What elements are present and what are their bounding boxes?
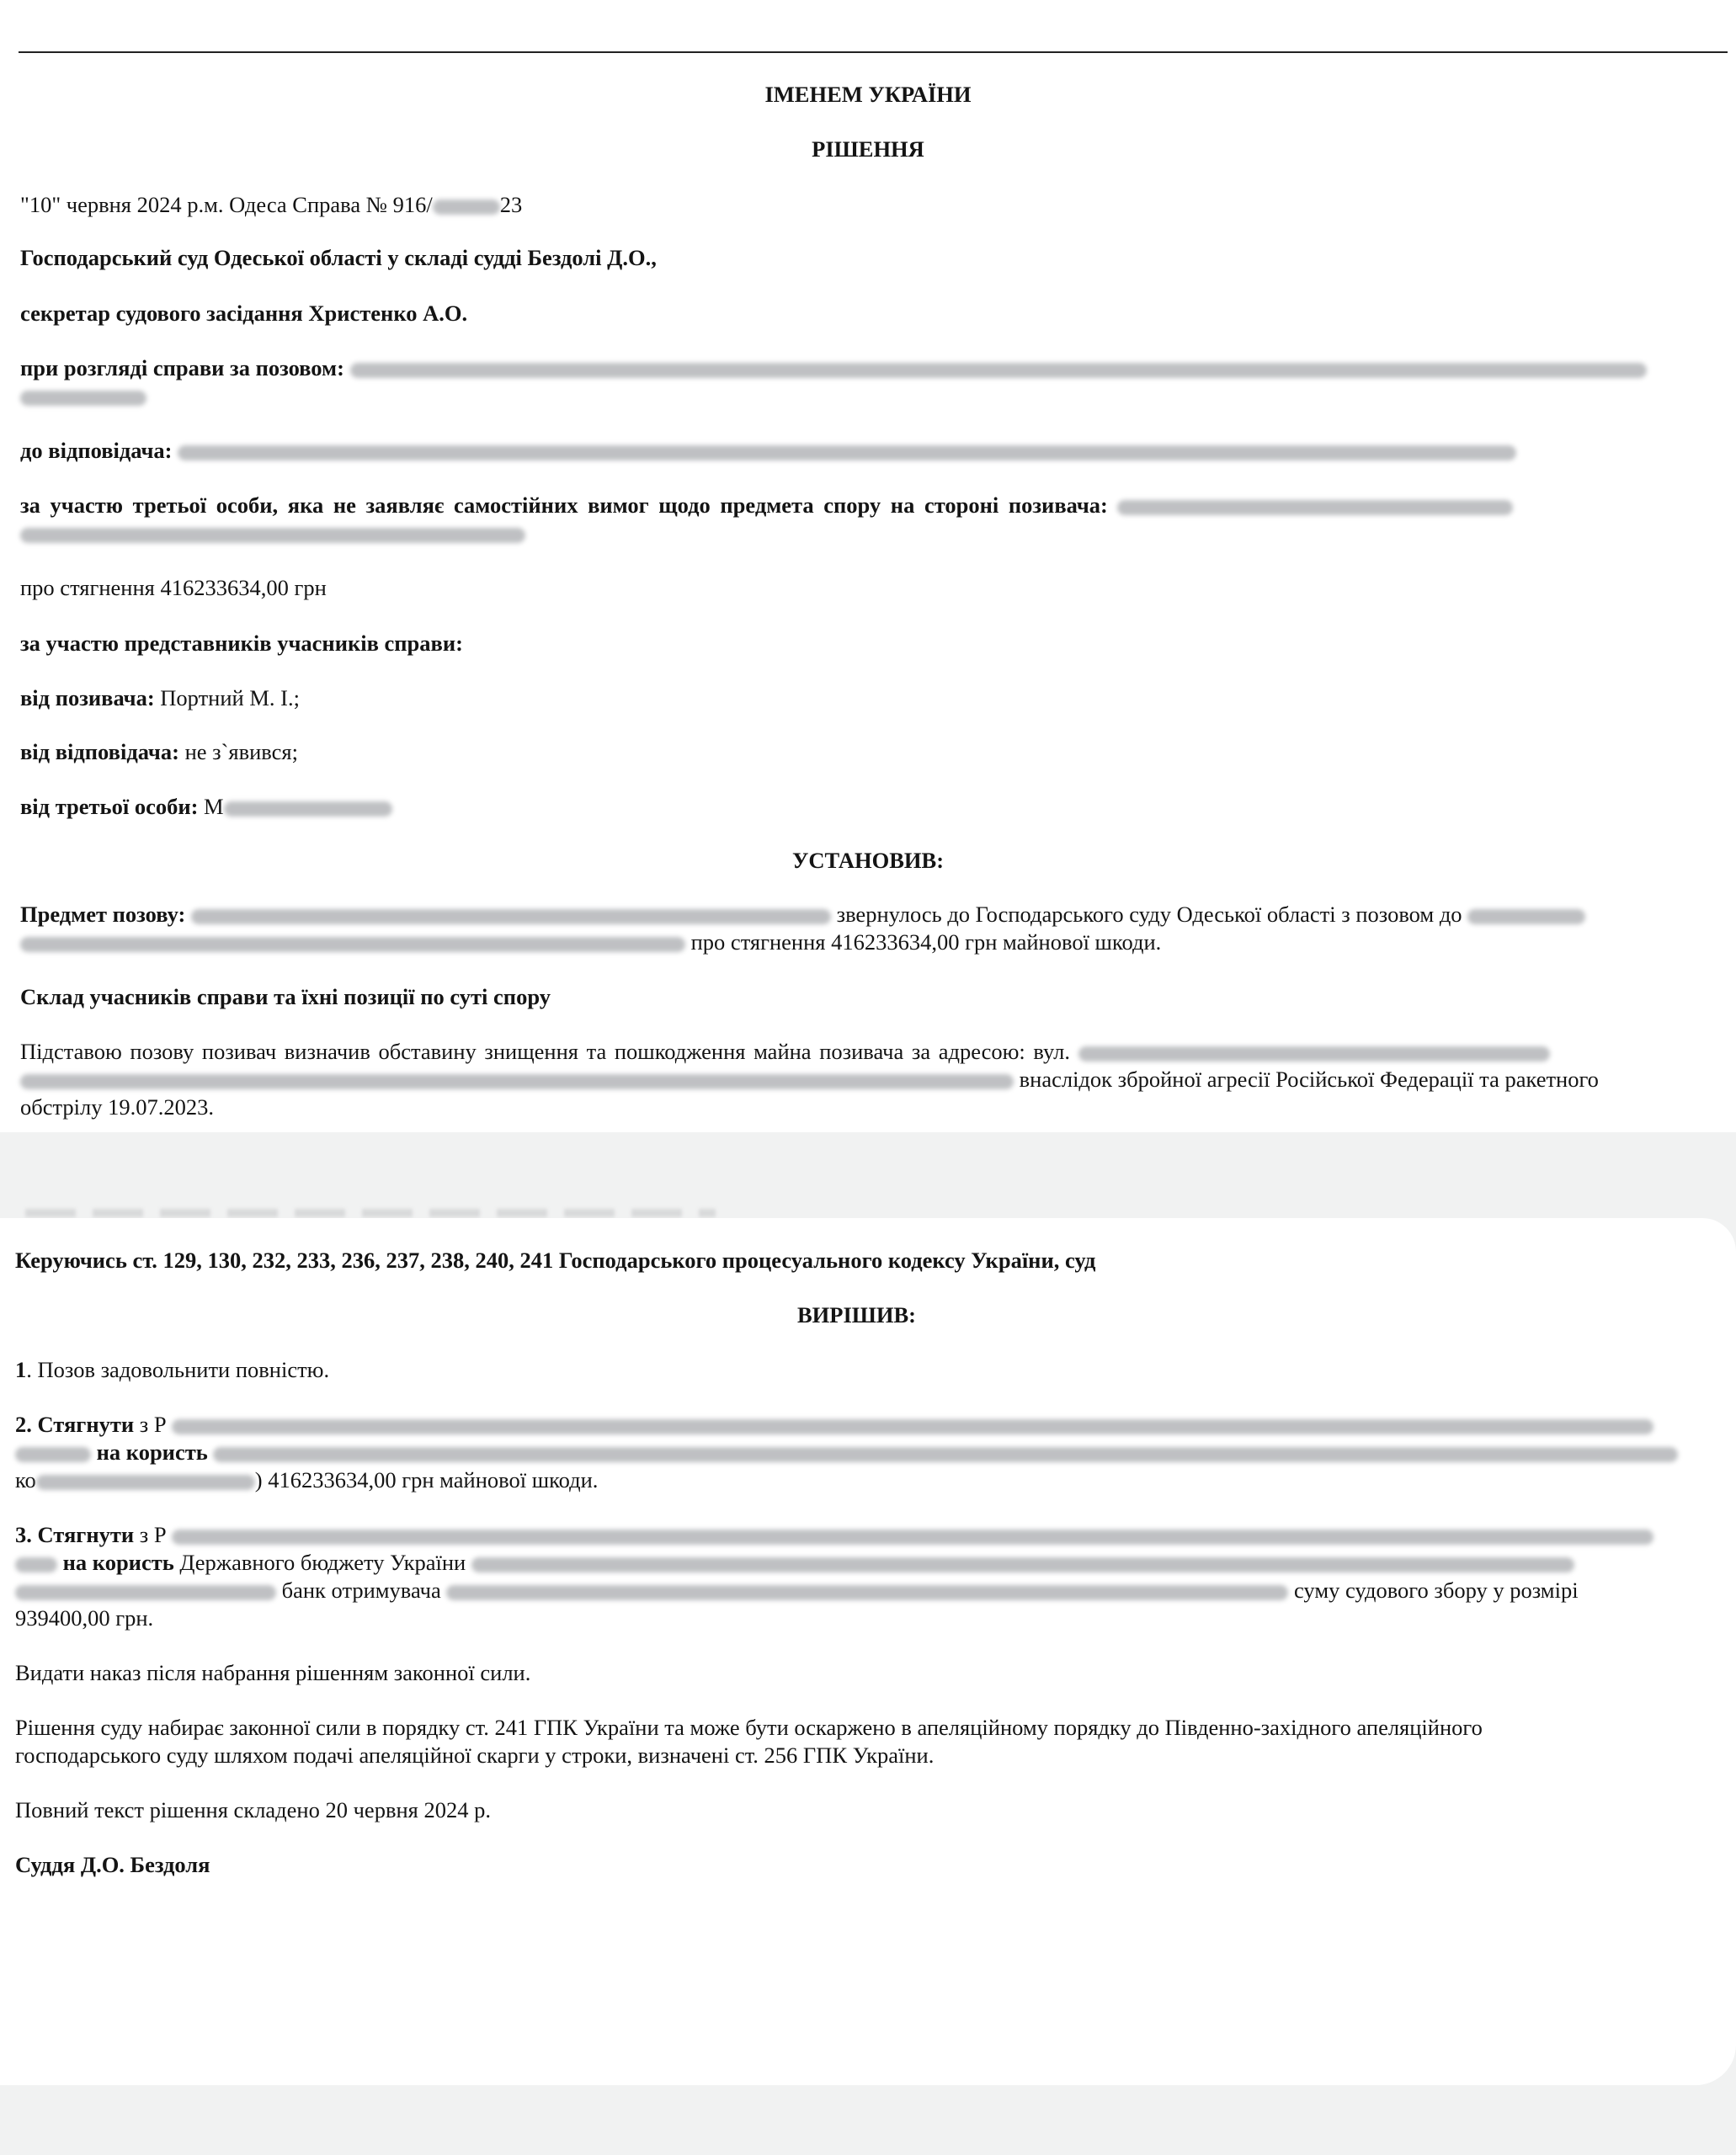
- redacted-block: [191, 909, 831, 924]
- claim-subject-line-2: [20, 929, 1161, 956]
- redacted-block: [172, 1530, 1653, 1545]
- basis-text-2: внаслідок збройної агресії Російської Федерації та ракетного: [1019, 1067, 1599, 1092]
- defendant-rep-line: [20, 738, 298, 766]
- third-party-line-cont: [20, 519, 525, 547]
- claim-subject-text-2: про стягнення 416233634,00 грн майнової шкоди.: [685, 929, 1162, 955]
- order-line: Видати наказ після набрання рішенням законної сили.: [15, 1660, 531, 1685]
- respondent-label: до відповідача:: [20, 438, 173, 463]
- item-2-code-prefix: ко: [15, 1467, 36, 1493]
- redacted-block: [213, 1447, 1678, 1462]
- plaintiff-rep-label: від позивача:: [20, 685, 155, 710]
- decision-heading: ВИРІШИВ:: [796, 1302, 916, 1328]
- parties-heading: Склад учасників справи та їхні позиції по суті спору: [20, 984, 551, 1009]
- redacted-block: [350, 363, 1647, 378]
- defendant-rep-label: від відповідача:: [20, 739, 179, 764]
- redacted-block: [1078, 1046, 1550, 1062]
- secretary-line: секретар судового засідання Христенко А.О.: [20, 301, 468, 326]
- date-case-line: [20, 191, 522, 219]
- established-heading: УСТАНОВИВ:: [791, 848, 945, 873]
- third-rep-value: М: [198, 794, 224, 819]
- basis-line-2: [20, 1066, 1599, 1093]
- basis-line-3: обстрілу 19.07.2023.: [20, 1094, 214, 1120]
- item-1-text: . Позов задовольнити повністю.: [26, 1357, 330, 1382]
- claim-subject-label: Предмет позову:: [20, 902, 186, 927]
- third-rep-label: від третьої особи:: [20, 794, 199, 819]
- redacted-block: [224, 801, 392, 817]
- redacted-block: [1467, 909, 1585, 924]
- claim-subject-line: [20, 901, 1585, 929]
- header-rule: [19, 51, 1728, 53]
- court-line: Господарський суд Одеської області у складі судді Бездолі Д.О.,: [20, 245, 657, 270]
- redacted-block: [446, 1585, 1288, 1600]
- reps-label: за участю представників учасників справи:: [20, 631, 463, 656]
- claim-line: [20, 354, 1647, 382]
- redacted-block: [433, 200, 500, 215]
- item-3-tail: суму судового збору у розмірі: [1294, 1578, 1579, 1603]
- item-2-label: 2. Стягнути: [15, 1412, 135, 1437]
- redacted-block: [20, 391, 146, 406]
- guided-line: Керуючись ст. 129, 130, 232, 233, 236, 237, 238, 240, 241 Господарського процесуального кодексу України, суд: [15, 1248, 1096, 1273]
- claim-subject-text-1: звернулось до Господарського суду Одеської області з позовом до: [830, 902, 1462, 927]
- basis-text-1: Підставою позову позивач визначив обставину знищення та пошкодження майна позивача за адресою: вул.: [20, 1039, 1070, 1064]
- decision-page-bottom: [0, 1218, 1736, 2085]
- item-2-benefit: на користь: [96, 1439, 208, 1465]
- redacted-block: [15, 1557, 57, 1572]
- redacted-block: [36, 1475, 255, 1490]
- appeal-line-2: господарського суду шляхом подачі апеляційної скарги у строки, визначені ст. 256 ГПК України.: [15, 1743, 935, 1768]
- decision-item-3-line-2: [15, 1549, 1574, 1577]
- item-3-amount: 939400,00 грн.: [15, 1605, 154, 1631]
- full-text-line: Повний текст рішення складено 20 червня 2024 р.: [15, 1797, 491, 1822]
- item-3-pre: з Р: [134, 1522, 167, 1547]
- decision-item-2-line-2: [15, 1439, 1678, 1466]
- redacted-block: [15, 1447, 91, 1462]
- redacted-block: [172, 1419, 1653, 1434]
- redacted-block: [1117, 500, 1513, 515]
- defendant-rep-value: не з`явився;: [178, 739, 298, 764]
- item-3-label: 3. Стягнути: [15, 1522, 135, 1547]
- respondent-line: [20, 437, 1516, 465]
- item-2-amount: ) 416233634,00 грн майнової шкоди.: [254, 1467, 599, 1493]
- claim-label: при розгляді справи за позовом:: [20, 355, 344, 380]
- redacted-block: [20, 528, 525, 543]
- cropped-text-remnant: [25, 1209, 716, 1217]
- redacted-block: [15, 1585, 276, 1600]
- plaintiff-rep-line: [20, 684, 300, 712]
- subject-line: про стягнення 416233634,00 грн: [20, 575, 327, 600]
- decision-item-3-line-3: [15, 1577, 1579, 1604]
- third-party-line: [20, 492, 1712, 519]
- claim-line-cont: [20, 382, 146, 410]
- decision-item-2-line-3: [15, 1466, 598, 1494]
- item-2-pre: з Р: [134, 1412, 167, 1437]
- redacted-block: [471, 1557, 1574, 1572]
- doc-heading: ІМЕНЕМ УКРАЇНИ: [764, 82, 972, 107]
- decision-item-2-line-1: [15, 1411, 1653, 1439]
- plaintiff-rep-value: Портний М. І.;: [154, 685, 300, 710]
- item-3-budget: Державного бюджету України: [173, 1550, 466, 1575]
- basis-line-1: [20, 1038, 1550, 1066]
- item-3-bank: банк отримувача: [281, 1578, 441, 1603]
- redacted-block: [20, 1074, 1014, 1089]
- item-3-benefit: на користь: [62, 1550, 174, 1575]
- redacted-block: [178, 445, 1516, 460]
- judge-signature: Суддя Д.О. Бездоля: [15, 1852, 210, 1877]
- date-case-prefix: "10" червня 2024 р.м. Одеса Справа № 916/: [20, 192, 433, 217]
- date-case-suffix: 23: [499, 192, 523, 217]
- decision-item-1: [15, 1356, 329, 1384]
- item-1-number: 1: [15, 1357, 27, 1382]
- third-rep-line: [20, 793, 392, 821]
- doc-type: РІШЕННЯ: [812, 136, 924, 162]
- decision-item-3-line-1: [15, 1521, 1653, 1549]
- appeal-line-1: Рішення суду набирає законної сили в порядку ст. 241 ГПК України та може бути оскаржено в апеляційному порядку до Південно-західного апеляційного: [15, 1715, 1483, 1740]
- redacted-block: [20, 937, 685, 952]
- third-party-label: за участю третьої особи, яка не заявляє самостійних вимог щодо предмета спору на стороні позивача:: [20, 492, 1108, 518]
